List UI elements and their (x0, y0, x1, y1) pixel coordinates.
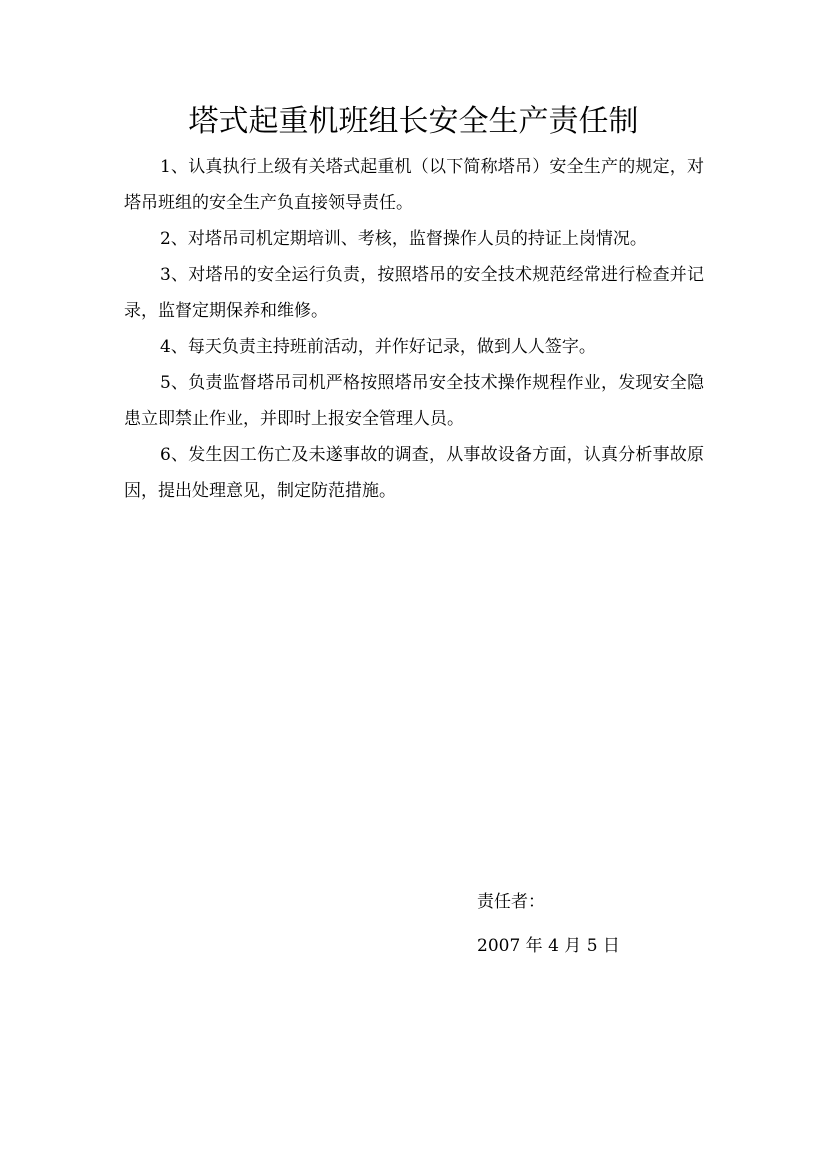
clause-3: 3、对塔吊的安全运行负责，按照塔吊的安全技术规范经常进行检查并记录，监督定期保养和维修。 (124, 265, 704, 321)
clause-5: 5、负责监督塔吊司机严格按照塔吊安全技术操作规程作业，发现安全隐患立即禁止作业，并即时上报安全管理人员。 (124, 373, 704, 429)
document-title: 塔式起重机班组长安全生产责任制 (188, 104, 639, 139)
clause-2: 2、对塔吊司机定期培训、考核，监督操作人员的持证上岗情况。 (160, 229, 647, 249)
clause-6: 6、发生因工伤亡及未遂事故的调查，从事故设备方面，认真分析事故原因，提出处理意见，制定防范措施。 (124, 445, 704, 501)
clause-4: 4、每天负责主持班前活动，并作好记录，做到人人签字。 (160, 337, 596, 357)
signature-block (477, 884, 620, 964)
signature-date: 2007 年 4 月 5 日 (477, 936, 620, 956)
signature-label: 责任者： (477, 892, 545, 912)
clause-1: 1、认真执行上级有关塔式起重机（以下简称塔吊）安全生产的规定，对塔吊班组的安全生产负直接领导责任。 (124, 157, 704, 213)
document-body (124, 149, 704, 509)
